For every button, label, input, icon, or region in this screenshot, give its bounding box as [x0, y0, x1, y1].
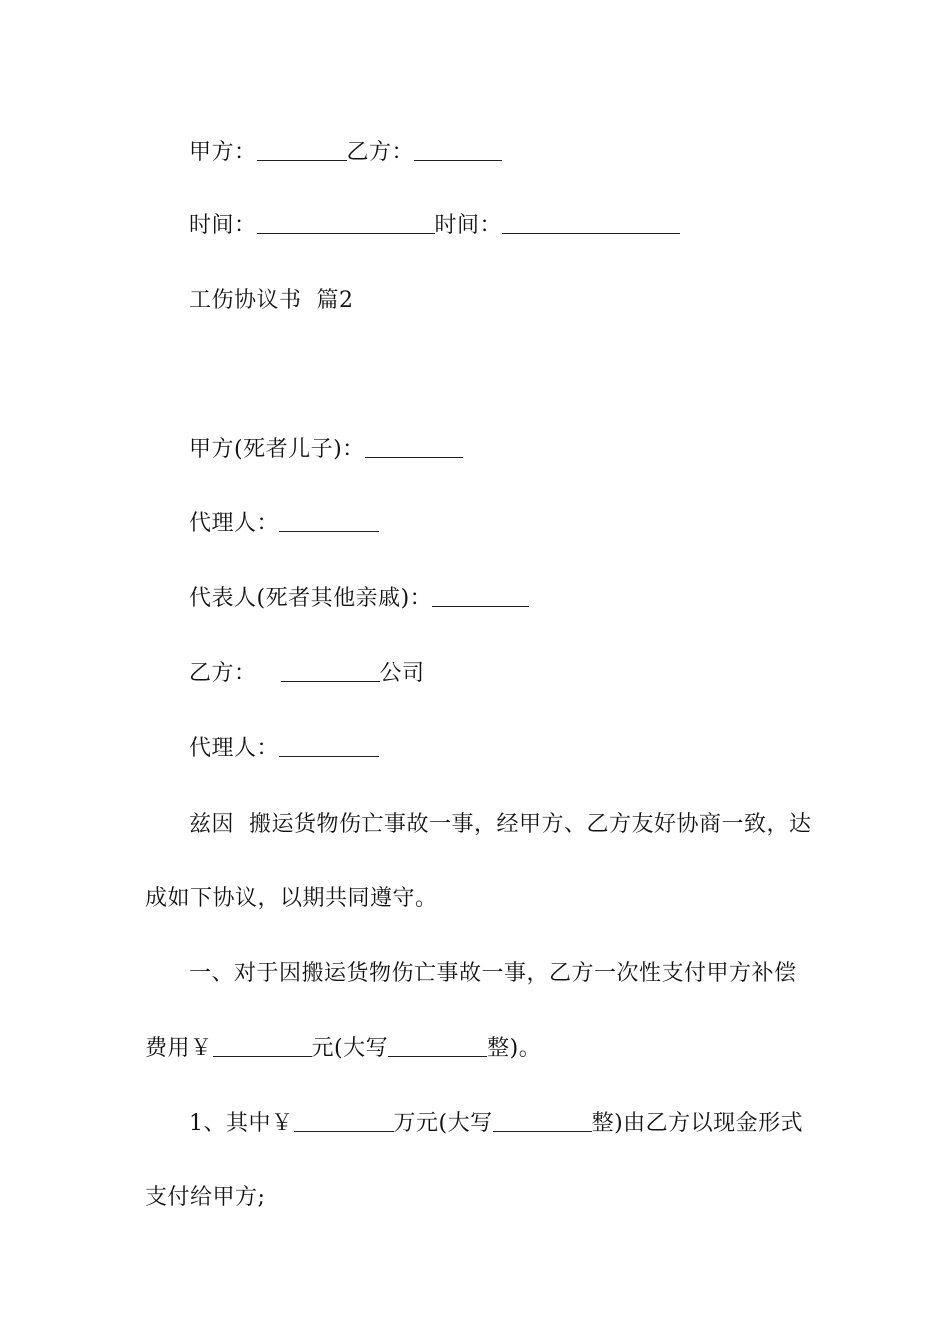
intro-text-1: 兹因 搬运货物伤亡事故一事，经甲方、乙方友好协商一致，达	[189, 812, 812, 837]
agent-label-2: 代理人：	[189, 736, 280, 761]
section-title-text: 工伤协议书 篇2	[189, 288, 354, 313]
date-a-label: 时间：	[189, 213, 257, 238]
item-1-capital-label: 万元(大写	[393, 1111, 493, 1136]
item-1-text-2: 支付给甲方;	[145, 1185, 266, 1210]
agent-blank-2[interactable]	[279, 734, 379, 757]
clause-1-item-1-line-1	[189, 1109, 803, 1139]
paragraph-intro-line-2	[145, 884, 438, 914]
item-1-capital-blank[interactable]	[493, 1109, 592, 1132]
date-b-blank[interactable]	[502, 211, 680, 234]
agent-blank-1[interactable]	[279, 509, 379, 532]
item-1-suffix: 整)由乙方以现金形式	[591, 1111, 804, 1136]
fee-capital-label: 元(大写	[311, 1036, 389, 1061]
item-1-amount-blank[interactable]	[294, 1109, 394, 1132]
representative-blank[interactable]	[432, 584, 529, 607]
clause-1-line-1	[189, 959, 797, 989]
party-b-company-blank[interactable]	[281, 659, 380, 682]
paragraph-intro-line-1	[189, 810, 812, 840]
party-line	[189, 138, 502, 168]
intro-text-2: 成如下协议，以期共同遵守。	[145, 886, 438, 911]
clause-1-item-1-line-2	[145, 1183, 265, 1213]
party-b-company-label: 乙方：	[189, 661, 257, 686]
item-1-label: 1、其中￥	[189, 1111, 294, 1136]
party-b-company-line	[189, 659, 425, 689]
agent-line-2	[189, 734, 379, 764]
party-a-blank[interactable]	[257, 138, 347, 161]
clause-1-text-1: 一、对于因搬运货物伤亡事故一事，乙方一次性支付甲方补偿	[189, 961, 797, 986]
date-a-blank[interactable]	[257, 211, 435, 234]
party-a-son-line	[189, 435, 463, 465]
party-a-son-blank[interactable]	[365, 435, 463, 458]
party-a-label: 甲方：	[189, 140, 257, 165]
party-b-label: 乙方：	[346, 140, 415, 165]
section-title	[189, 286, 353, 316]
date-b-label: 时间：	[434, 213, 503, 238]
fee-suffix: 整)。	[487, 1036, 542, 1061]
agent-line-1	[189, 509, 379, 539]
fee-capital-blank[interactable]	[388, 1034, 487, 1057]
representative-label: 代表人(死者其他亲戚)：	[189, 586, 433, 611]
party-a-son-label: 甲方(死者儿子)：	[189, 437, 365, 462]
party-b-blank[interactable]	[414, 138, 502, 161]
agent-label-1: 代理人：	[189, 511, 280, 536]
clause-1-line-2	[145, 1034, 541, 1064]
date-line	[189, 211, 680, 241]
fee-amount-blank[interactable]	[213, 1034, 312, 1057]
company-suffix: 公司	[379, 661, 425, 686]
fee-label: 费用￥	[145, 1036, 213, 1061]
representative-line	[189, 584, 529, 614]
